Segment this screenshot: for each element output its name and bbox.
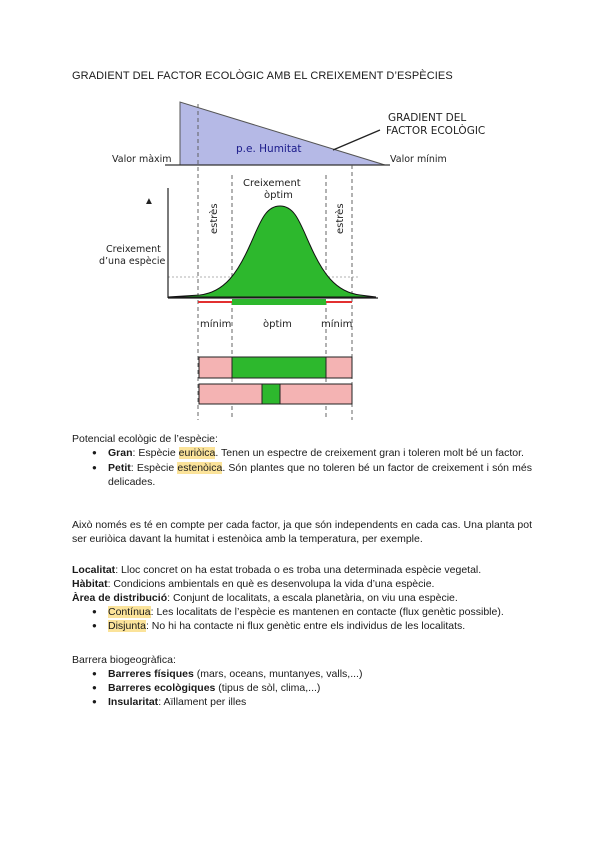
potencial-heading: Potencial ecològic de l’espècie:	[72, 433, 218, 445]
list-item: ● Contínua: Les localitats de l’espècie es mantenen en contacte (flux genètic possible).	[108, 605, 532, 619]
list-item: ● Petit: Espècie estenòica. Són plantes que no toleren bé un factor de creixement i són més delicades.	[108, 461, 532, 489]
y-axis-arrow-icon: ▲	[144, 196, 154, 207]
optim-label: òptim	[263, 319, 292, 330]
highlight: Disjunta	[108, 620, 146, 632]
valor-minim-label: Valor mínim	[390, 154, 447, 165]
definitions-section	[72, 563, 532, 633]
ylabel-line1: Creixement	[106, 244, 161, 255]
highlight: estenòica	[177, 462, 223, 474]
green-range-bar	[232, 299, 326, 305]
definition-localitat: Localitat: Lloc concret on ha estat trobada o es troba una determinada espècie vegetal.	[72, 564, 482, 576]
potencial-list	[72, 446, 532, 489]
gradient-arrow-line	[333, 130, 380, 150]
stenoic-bar	[199, 384, 352, 404]
estres-right-label: estrès	[335, 203, 346, 234]
term: Gran	[108, 447, 133, 459]
distribucio-list	[72, 605, 532, 633]
list-item: ● Insularitat: Aïllament per illes	[108, 695, 532, 709]
list-item: ● Gran: Espècie euriòica. Tenen un espectre de creixement gran i toleren molt bé un factor.	[108, 446, 532, 460]
list-item: ● Disjunta: No hi ha contacte ni flux genètic entre els individus de les localitats.	[108, 619, 532, 633]
estres-left-label: estrès	[209, 203, 220, 234]
humitat-label: p.e. Humitat	[236, 143, 302, 155]
gradient-label-line1: GRADIENT DEL	[388, 112, 467, 124]
minim-left-label: mínim	[200, 319, 232, 330]
list-item: ● Barreres ecològiques (tipus de sòl, clima,...)	[108, 681, 532, 695]
highlight: euriòica	[178, 447, 216, 459]
minim-right-label: mínim	[321, 319, 353, 330]
gradient-label-line2: FACTOR ECOLÒGIC	[386, 125, 486, 137]
page-title: GRADIENT DEL FACTOR ECOLÒGIC AMB EL CREIXEMENT D’ESPÈCIES	[72, 70, 453, 82]
potencial-section	[72, 432, 532, 489]
barrera-section	[72, 653, 532, 709]
creixement-optim-label-1: Creixement	[243, 178, 301, 189]
ylabel-line2: d’una espècie	[99, 256, 166, 267]
barrera-heading: Barrera biogeogràfica:	[72, 654, 176, 666]
creixement-optim-label-2: òptim	[264, 190, 293, 201]
highlight: Contínua	[108, 606, 151, 618]
definition-area: Àrea de distribució: Conjunt de localitats, a escala planetària, on viu una espècie.	[72, 592, 458, 604]
gradient-figure	[0, 0, 600, 420]
valor-maxim-label: Valor màxim	[112, 154, 172, 165]
euryoic-bar	[199, 357, 352, 378]
gradient-triangle	[180, 102, 385, 165]
barrera-list	[72, 667, 532, 709]
term: Petit	[108, 462, 131, 474]
paragraph: Això només es té en compte per cada factor, ja que són independents en cada cas. Una planta pot ser euriòica davant la humitat i estenòica amb la temperatura, per exemple.	[72, 519, 532, 545]
list-item: ● Barreres físiques (mars, oceans, muntanyes, valls,...)	[108, 667, 532, 681]
definition-habitat: Hàbitat: Condicions ambientals en què es desenvolupa la vida d’una espècie.	[72, 578, 435, 590]
